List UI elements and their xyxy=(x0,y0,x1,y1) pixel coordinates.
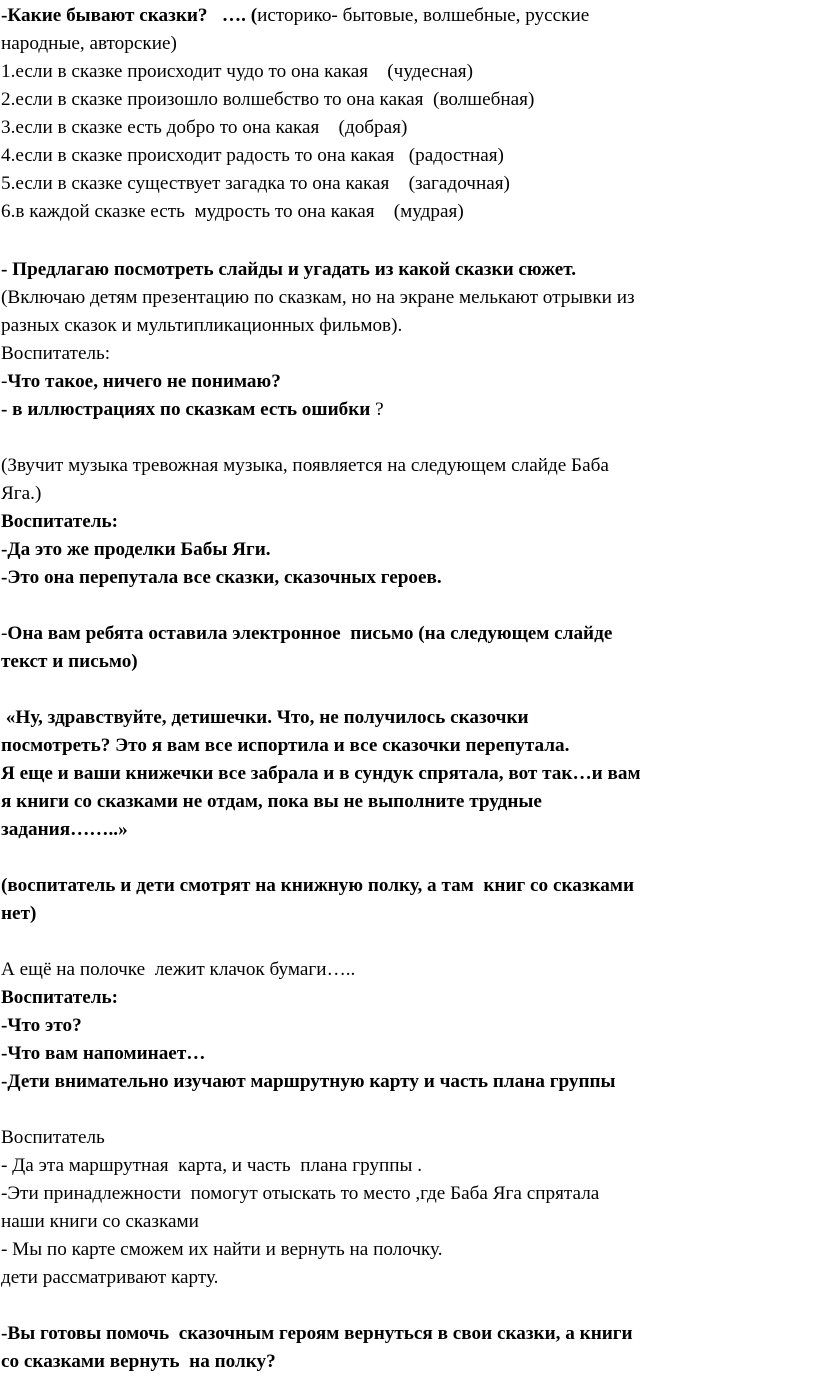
text-line: -Это она перепутала все сказки, сказочных героев. xyxy=(1,567,442,588)
letter-line: Я еще и ваши книжечки все забрала и в сундук спрятала, вот так…и вам xyxy=(1,763,641,784)
text-line: (Звучит музыка тревожная музыка, появляется на следующем слайде Баба xyxy=(1,455,609,476)
text-line: (воспитатель и дети смотрят на книжную полку, а там книг со сказками xyxy=(1,875,635,896)
text-line: -Эти принадлежности помогут отыскать то место ,где Баба Яга спрятала xyxy=(1,1183,600,1204)
speaker-line: Воспитатель: xyxy=(1,511,119,532)
text-line: 2.если в сказке произошло волшебство то она какая (волшебная) xyxy=(1,89,535,110)
text-line: нет) xyxy=(1,903,37,924)
text-line: -Она вам ребята оставила электронное письмо (на следующем слайде xyxy=(1,623,613,644)
letter-line: я книги со сказками не отдам, пока вы не выполните трудные xyxy=(1,791,542,812)
text-line: -Вы готовы помочь сказочным героям вернуться в свои сказки, а книги xyxy=(1,1323,633,1344)
text-line: Яга.) xyxy=(1,483,42,504)
text-line: -Да это же проделки Бабы Яги. xyxy=(1,539,271,560)
speaker-line: Воспитатель: xyxy=(1,343,111,364)
letter-line: задания……..» xyxy=(1,819,128,840)
text-line: -Что вам напоминает… xyxy=(1,1043,206,1064)
letter-line: «Ну, здравствуйте, детишечки. Что, не получилось сказочки xyxy=(1,707,529,728)
text-line: (Включаю детям презентацию по сказкам, но на экране мелькают отрывки из xyxy=(1,287,635,308)
speaker-line: Воспитатель: xyxy=(1,987,119,1008)
text-line: -Дети внимательно изучают маршрутную карту и часть плана группы xyxy=(1,1071,616,1092)
text-line: народные, авторские) xyxy=(1,33,177,54)
text-line: 4.если в сказке происходит радость то она какая (радостная) xyxy=(1,145,504,166)
text-line: со сказками вернуть на полку? xyxy=(1,1351,276,1372)
text-line: - в иллюстрациях по сказкам есть ошибки ? xyxy=(1,399,384,420)
text-line: 6.в каждой сказке есть мудрость то она какая (мудрая) xyxy=(1,201,464,222)
text-line: 5.если в сказке существует загадка то она какая (загадочная) xyxy=(1,173,510,194)
text-line: - Да эта маршрутная карта, и часть плана группы . xyxy=(1,1155,423,1176)
text-line: -Какие бывают сказки? …. (историко- бытовые, волшебные, русские xyxy=(1,5,590,26)
text-line: 3.если в сказке есть добро то она какая (добрая) xyxy=(1,117,408,138)
text-line: текст и письмо) xyxy=(1,651,138,672)
text-line: - Мы по карте сможем их найти и вернуть на полочку. xyxy=(1,1239,443,1260)
letter-line: посмотреть? Это я вам все испортила и все сказочки перепутала. xyxy=(1,735,570,756)
heading-line: - Предлагаю посмотреть слайды и угадать из какой сказки сюжет. xyxy=(1,259,577,280)
text-line: -Что это? xyxy=(1,1015,82,1036)
text-line: 1.если в сказке происходит чудо то она какая (чудесная) xyxy=(1,61,473,82)
speaker-line: Воспитатель xyxy=(1,1127,105,1148)
text-line: -Что такое, ничего не понимаю? xyxy=(1,371,281,392)
text-line: А ещё на полочке лежит клачок бумаги….. xyxy=(1,959,356,980)
text-line: дети рассматривают карту. xyxy=(1,1267,219,1288)
text-line: разных сказок и мультипликационных фильмов). xyxy=(1,315,403,336)
text-line: наши книги со сказками xyxy=(1,1211,199,1232)
